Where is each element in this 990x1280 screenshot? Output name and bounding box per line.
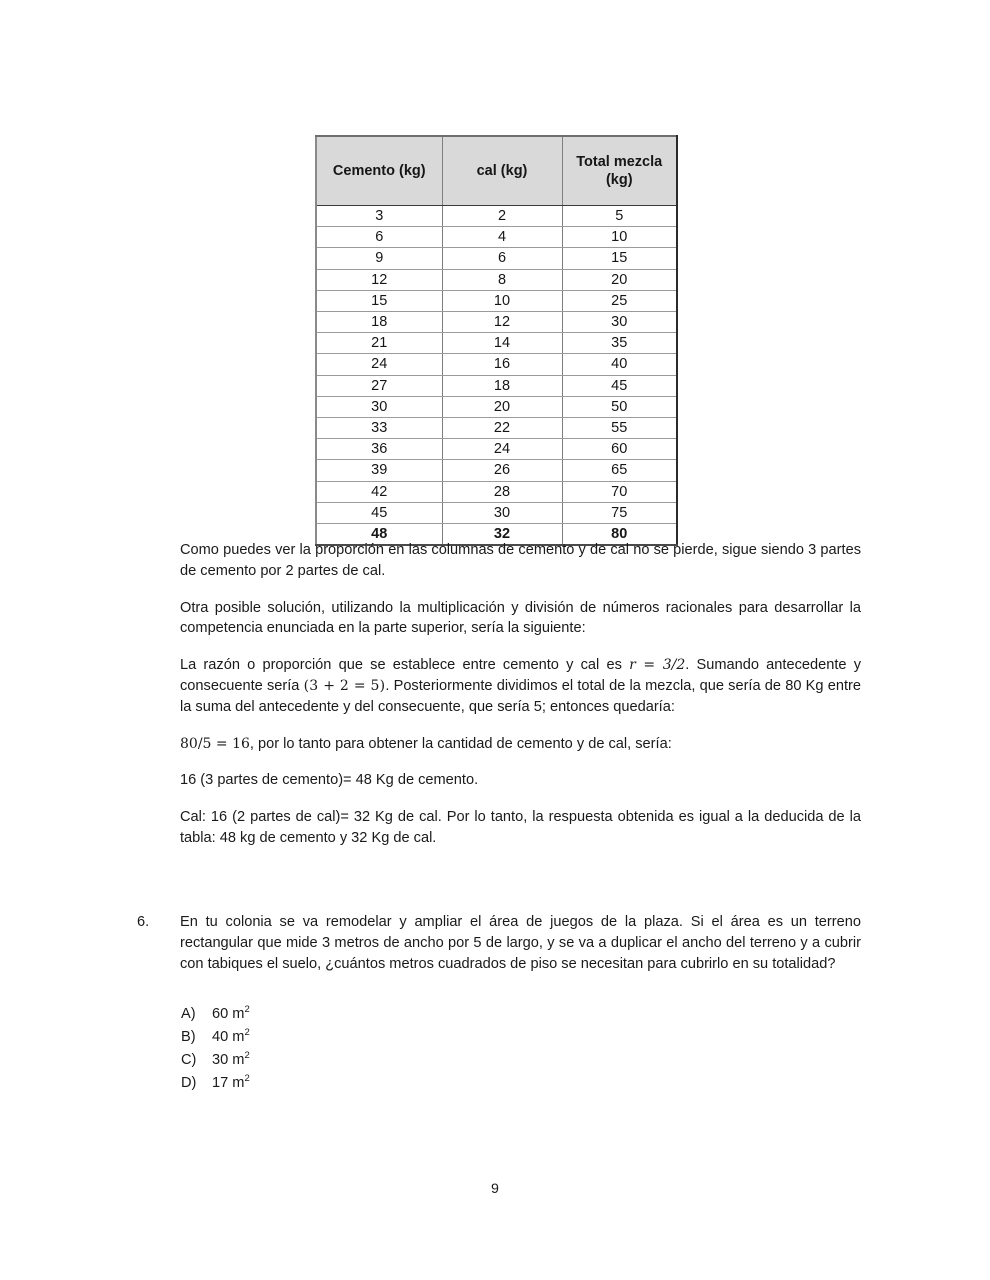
table-cell: 20 [442,396,562,417]
table-cell: 35 [562,333,677,354]
table-cell: 42 [316,481,442,502]
table-row [316,333,677,354]
table-cell: 33 [316,418,442,439]
table-cell: 27 [316,375,442,396]
math-ratio-expression: r = 3/2 [629,657,686,674]
cemento-cal-mezcla-table [315,135,678,546]
table-row [316,481,677,502]
table-cell: 32 [442,524,562,546]
table-cell: 20 [562,269,677,290]
table-cell: 9 [316,248,442,269]
column-header-cemento: Cemento (kg) [316,136,442,206]
table-cell: 18 [442,375,562,396]
table-cell: 15 [316,290,442,311]
table-row [316,227,677,248]
question-6-block [137,912,861,974]
table-cell: 2 [442,206,562,227]
answer-option-b[interactable] [181,1029,481,1052]
question-statement: En tu colonia se va remodelar y ampliar el área de juegos de la plaza. Si el área es un terreno rectangular que mide 3 metros de ancho por 5 de largo, y se va a duplicar el ancho del terreno y a cubrir con tabiques el suelo, ¿cuántos metros cuadrados de piso se necesitan para cubrirlo en su totalidad? [180,914,861,972]
paragraph-otra-solucion: Otra posible solución, utilizando la multiplicación y división de números racionales para desarrollar la competencia enunciada en la parte superior, sería la siguiente: [180,599,861,637]
table-cell: 45 [316,502,442,523]
table-cell: 30 [442,502,562,523]
table-row [316,460,677,481]
option-key: C) [181,1052,197,1068]
table-body [316,206,677,546]
option-key: B) [181,1029,196,1045]
table-cell: 75 [562,502,677,523]
table-header-row [316,136,677,206]
table-cell: 80 [562,524,677,546]
table-cell: 45 [562,375,677,396]
paragraph-division-result [180,734,861,755]
table-cell: 25 [562,290,677,311]
option-key: D) [181,1075,197,1091]
option-value: 60 $m^2$ [212,1004,250,1022]
option-exponent: 2 [244,1027,250,1039]
table-cell: 18 [316,312,442,333]
table-row [316,290,677,311]
option-exponent: 2 [244,1073,250,1085]
division-text-rest: , por lo tanto para obtener la cantidad de cemento y de cal, sería: [249,735,672,752]
table-cell: 40 [562,354,677,375]
table-row [316,375,677,396]
table-cell: 50 [562,396,677,417]
table-cell: 36 [316,439,442,460]
table-cell: 30 [562,312,677,333]
table-cell: 70 [562,481,677,502]
table-cell: 10 [562,227,677,248]
option-value: 17 $m^2$ [212,1073,250,1091]
table-row [316,248,677,269]
paragraph-proporcion: Como puedes ver la proporción en las columnas de cemento y de cal no se pierde, sigue siendo 3 partes de cemento por 2 partes de cal. [180,542,861,579]
table-cell: 6 [442,248,562,269]
table-cell: 6 [316,227,442,248]
razon-text-b: . Sumando antecedente y consecuente sería [180,657,862,694]
table-cell: 22 [442,418,562,439]
table-cell: 5 [562,206,677,227]
table-cell: 10 [442,290,562,311]
table-row [316,312,677,333]
table-cell: 21 [316,333,442,354]
table-cell: 24 [442,439,562,460]
table-header [316,136,677,206]
table-cell: 15 [562,248,677,269]
page-number: 9 [491,1181,499,1197]
table-row [316,439,677,460]
math-sum-expression: (3 + 2 = 5) [303,677,386,694]
table-cell: 4 [442,227,562,248]
razon-text-a: La razón o proporción que se establece entre cemento y cal es [180,657,630,674]
paragraph-razon-proporcion [180,655,861,717]
table-cell: 60 [562,439,677,460]
table-cell: 12 [442,312,562,333]
table-row [316,502,677,523]
option-value: 30 $m^2$ [212,1050,250,1068]
razon-text-c: . Posteriormente dividimos el total de la mezcla, que sería de 80 Kg entre la suma del antecedente y del consecuente, que sería 5; entonces quedaría: [180,677,861,715]
table-cell: 30 [316,396,442,417]
body-text-column [180,540,861,849]
table-row [316,354,677,375]
table-cell: 12 [316,269,442,290]
table-row [316,418,677,439]
paragraph-cemento-result: 16 (3 partes de cemento)= 48 Kg de cemento. [180,772,479,789]
column-header-cal: cal (kg) [442,136,562,206]
table-cell: 65 [562,460,677,481]
table-row [316,396,677,417]
option-key: A) [181,1006,196,1022]
answer-options-list [181,1006,481,1098]
question-number: 6. [137,914,150,930]
answer-option-c[interactable] [181,1052,481,1075]
table-cell: 55 [562,418,677,439]
answer-option-a[interactable] [181,1006,481,1029]
paragraph-cal-result: Cal: 16 (2 partes de cal)= 32 Kg de cal. Por lo tanto, la respuesta obtenida es igual a la deducida de la tabla: 48 kg de cemento y 32 Kg de cal. [180,809,861,846]
option-value: 40 $m^2$ [212,1027,250,1045]
table-cell: 14 [442,333,562,354]
mixture-table-container [315,135,676,546]
table-cell: 26 [442,460,562,481]
answer-option-d[interactable] [181,1075,481,1098]
table-cell: 3 [316,206,442,227]
table-row [316,269,677,290]
table-cell: 39 [316,460,442,481]
table-cell: 48 [316,524,442,546]
option-exponent: 2 [244,1050,250,1062]
question-row [137,912,861,974]
table-row [316,206,677,227]
column-header-total-mezcla: Total mezcla (kg) [562,136,677,206]
table-cell: 8 [442,269,562,290]
table-cell: 16 [442,354,562,375]
table-cell: 28 [442,481,562,502]
math-division-expression: 80/5 = 16 [180,735,250,752]
option-exponent: 2 [244,1004,250,1016]
table-cell: 24 [316,354,442,375]
